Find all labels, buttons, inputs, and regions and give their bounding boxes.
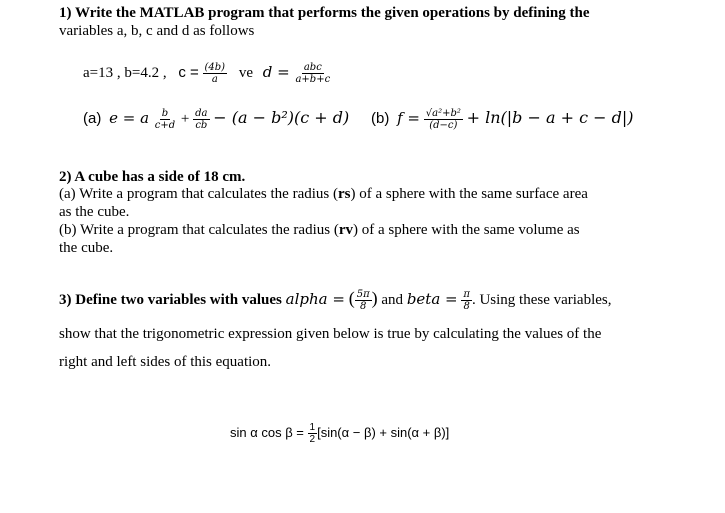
- alpha-fraction: [355, 289, 372, 312]
- alpha-label: alpha =: [285, 290, 345, 308]
- eq-frac-num: 1: [309, 422, 316, 433]
- eq-fraction: [308, 422, 318, 445]
- trig-equation: [230, 422, 449, 445]
- q1-subtitle: variables a, b, c and d as follows: [59, 23, 255, 39]
- alpha-den: 8: [359, 301, 367, 313]
- part-b-frac-num: √a²+b²: [425, 108, 461, 119]
- q2-part-a-line2: as the cube.: [59, 204, 130, 220]
- eq-right: [sin(α − β) + sin(α + β)]: [317, 424, 450, 440]
- d-numerator: abc: [303, 62, 322, 73]
- q2-b-post: ) of a sphere with the same volume as: [353, 222, 580, 238]
- part-a-frac1-den: c+d: [154, 120, 176, 131]
- part-a-frac1: [153, 108, 177, 131]
- q2-part-b-line2: the cube.: [59, 240, 114, 256]
- part-a-expr-right: − (a − b²)(c + d): [213, 107, 350, 127]
- part-a-frac2: [193, 108, 209, 131]
- q2-title: 2) A cube has a side of 18 cm.: [59, 169, 246, 185]
- and-text: and: [381, 292, 404, 308]
- part-b-fraction: [424, 108, 463, 131]
- part-a-frac2-num: da: [195, 108, 208, 119]
- c-fraction: [203, 62, 228, 85]
- c-numerator: (4b): [204, 62, 226, 73]
- part-b-expr-left: f =: [397, 108, 420, 127]
- q3-line1-pre: 3) Define two variables with values: [59, 292, 282, 308]
- beta-den: 8: [463, 301, 470, 313]
- part-a-expr-left: e = a: [109, 108, 150, 127]
- beta-fraction: [461, 289, 472, 312]
- part-a-plus: +: [180, 110, 190, 127]
- eq-left: sin α cos β =: [230, 424, 304, 440]
- part-a-label: (a): [83, 109, 102, 127]
- q2-part-b-line1: [59, 221, 580, 239]
- q2-part-a-line1: [59, 185, 588, 203]
- defs-text: a=13 , b=4.2 ,: [83, 64, 167, 81]
- part-b-expr-right: + ln(|b − a + c − d|): [466, 107, 634, 127]
- part-b-label: (b): [371, 109, 390, 127]
- d-denominator: a+b+c: [295, 74, 331, 85]
- q3-line3: right and left sides of this equation.: [59, 354, 272, 370]
- q1-title: 1) Write the MATLAB program that performs the given operations by defining the: [59, 5, 590, 21]
- part-a-frac2-den: cb: [195, 120, 208, 131]
- q2-b-pre: (b) Write a program that calculates the radius (: [59, 222, 339, 238]
- c-label: c =: [178, 63, 199, 81]
- part-b-frac-den: (d−c): [429, 120, 458, 131]
- q2-a-var: rs: [338, 186, 351, 202]
- eq-frac-den: 2: [309, 434, 316, 445]
- beta-num: π: [463, 289, 470, 301]
- alpha-num: 5π: [356, 289, 370, 301]
- ve-text: ve: [238, 64, 254, 81]
- q2-b-var: rv: [338, 222, 354, 238]
- c-denominator: a: [211, 74, 218, 85]
- beta-label: beta =: [406, 290, 458, 308]
- q2-a-post: ) of a sphere with the same surface area: [350, 186, 588, 202]
- part-a-frac1-num: b: [161, 108, 169, 119]
- d-label: d =: [262, 62, 290, 81]
- q2-a-pre: (a) Write a program that calculates the radius (: [59, 186, 338, 202]
- q3-line1: 3) Define two variables with values alpha = ( $\frac{5\pi}{8}$ ) and beta = $\frac{\pi}{8}$ . Using these variables,: [59, 288, 612, 313]
- q1-part-a: [83, 108, 349, 131]
- q1-defs: [83, 62, 332, 85]
- d-fraction: [293, 62, 332, 85]
- q1-part-b: [371, 108, 634, 131]
- q3-line1-post: . Using these variables,: [471, 292, 612, 308]
- q3-line2: show that the trigonometric expression given below is true by calculating the values of the: [59, 326, 602, 342]
